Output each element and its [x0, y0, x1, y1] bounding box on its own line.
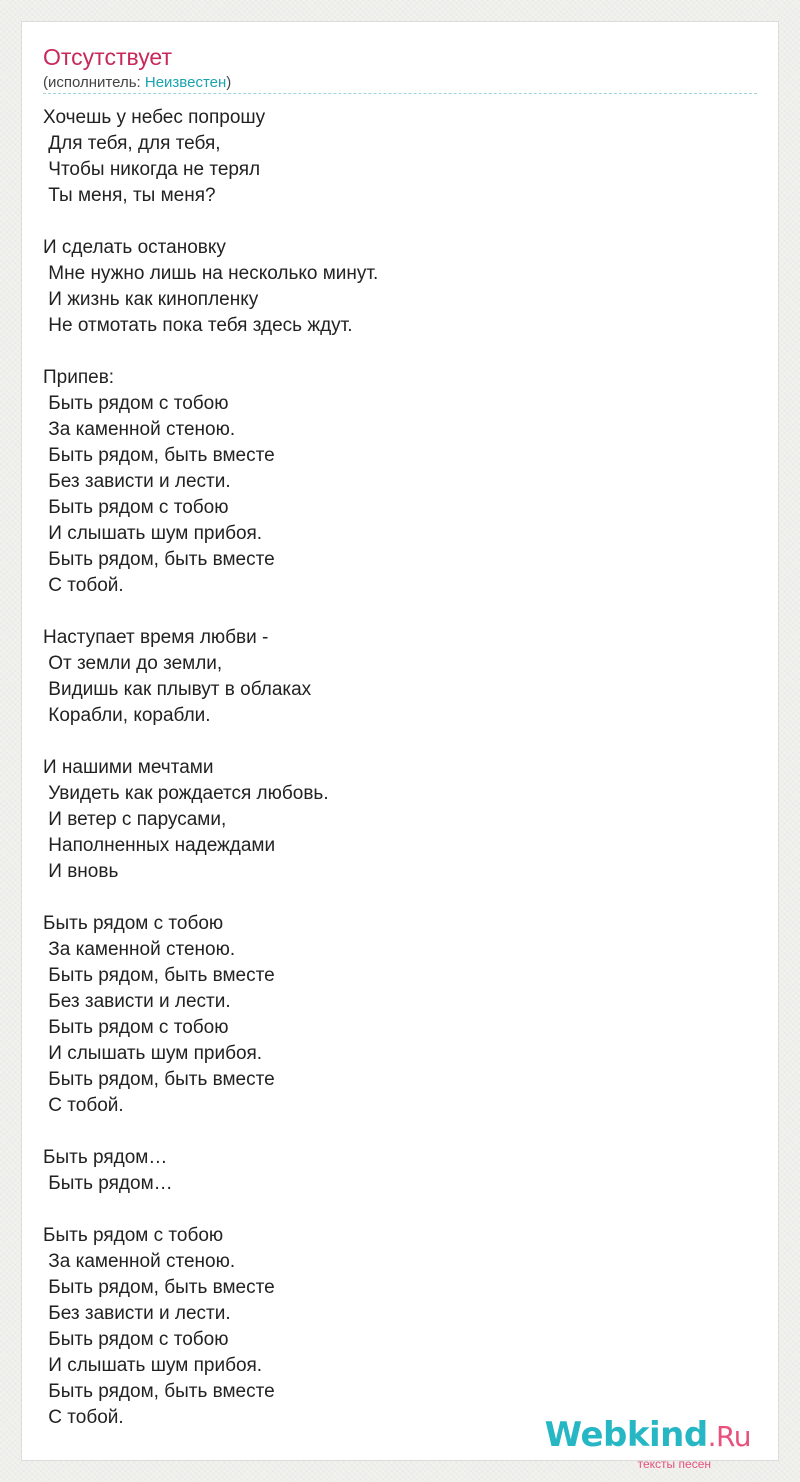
title-divider	[43, 93, 757, 94]
artist-suffix: )	[226, 74, 232, 91]
artist-line	[43, 73, 231, 93]
watermark-brand-suffix: .Ru	[707, 1420, 751, 1453]
lyrics-text: Хочешь у небес попрошу Для тебя, для тебя, Чтобы никогда не терял Ты меня, ты меня? И сделать остановку Мне нужно лишь на несколько минут. И жизнь как кинопленку Не отмотать пока тебя здесь ждут. Припев: Быть рядом с тобою За каменной стеною. Быть рядом, быть вместе Без зависти и лести. Быть рядом с тобою И слышать шум прибоя. Быть рядом, быть вместе С тобой. Наступает время любви - От земли до земли, Видишь как плывут в облаках Корабли, корабли. И нашими мечтами Увидеть как рождается любовь. И ветер с парусами, Наполненных надеждами И вновь Быть рядом с тобою За каменной стеною. Быть рядом, быть вместе Без зависти и лести. Быть рядом с тобою И слышать шум прибоя. Быть рядом, быть вместе С тобой. Быть рядом… Быть рядом… Быть рядом с тобою За каменной стеною. Быть рядом, быть вместе Без зависти и лести. Быть рядом с тобою И слышать шум прибоя. Быть рядом, быть вместе С тобой.	[43, 107, 379, 1428]
lyrics-card	[21, 21, 779, 1471]
artist-link[interactable]: Неизвестен	[144, 74, 227, 91]
watermark-brand: Webkind	[544, 1415, 708, 1455]
watermark-logo	[545, 1415, 751, 1455]
watermark-tagline: тексты песен	[637, 1457, 711, 1471]
song-title: Отсутствует	[43, 44, 172, 70]
site-watermark	[544, 1415, 751, 1475]
artist-prefix: (исполнитель:	[43, 74, 145, 91]
